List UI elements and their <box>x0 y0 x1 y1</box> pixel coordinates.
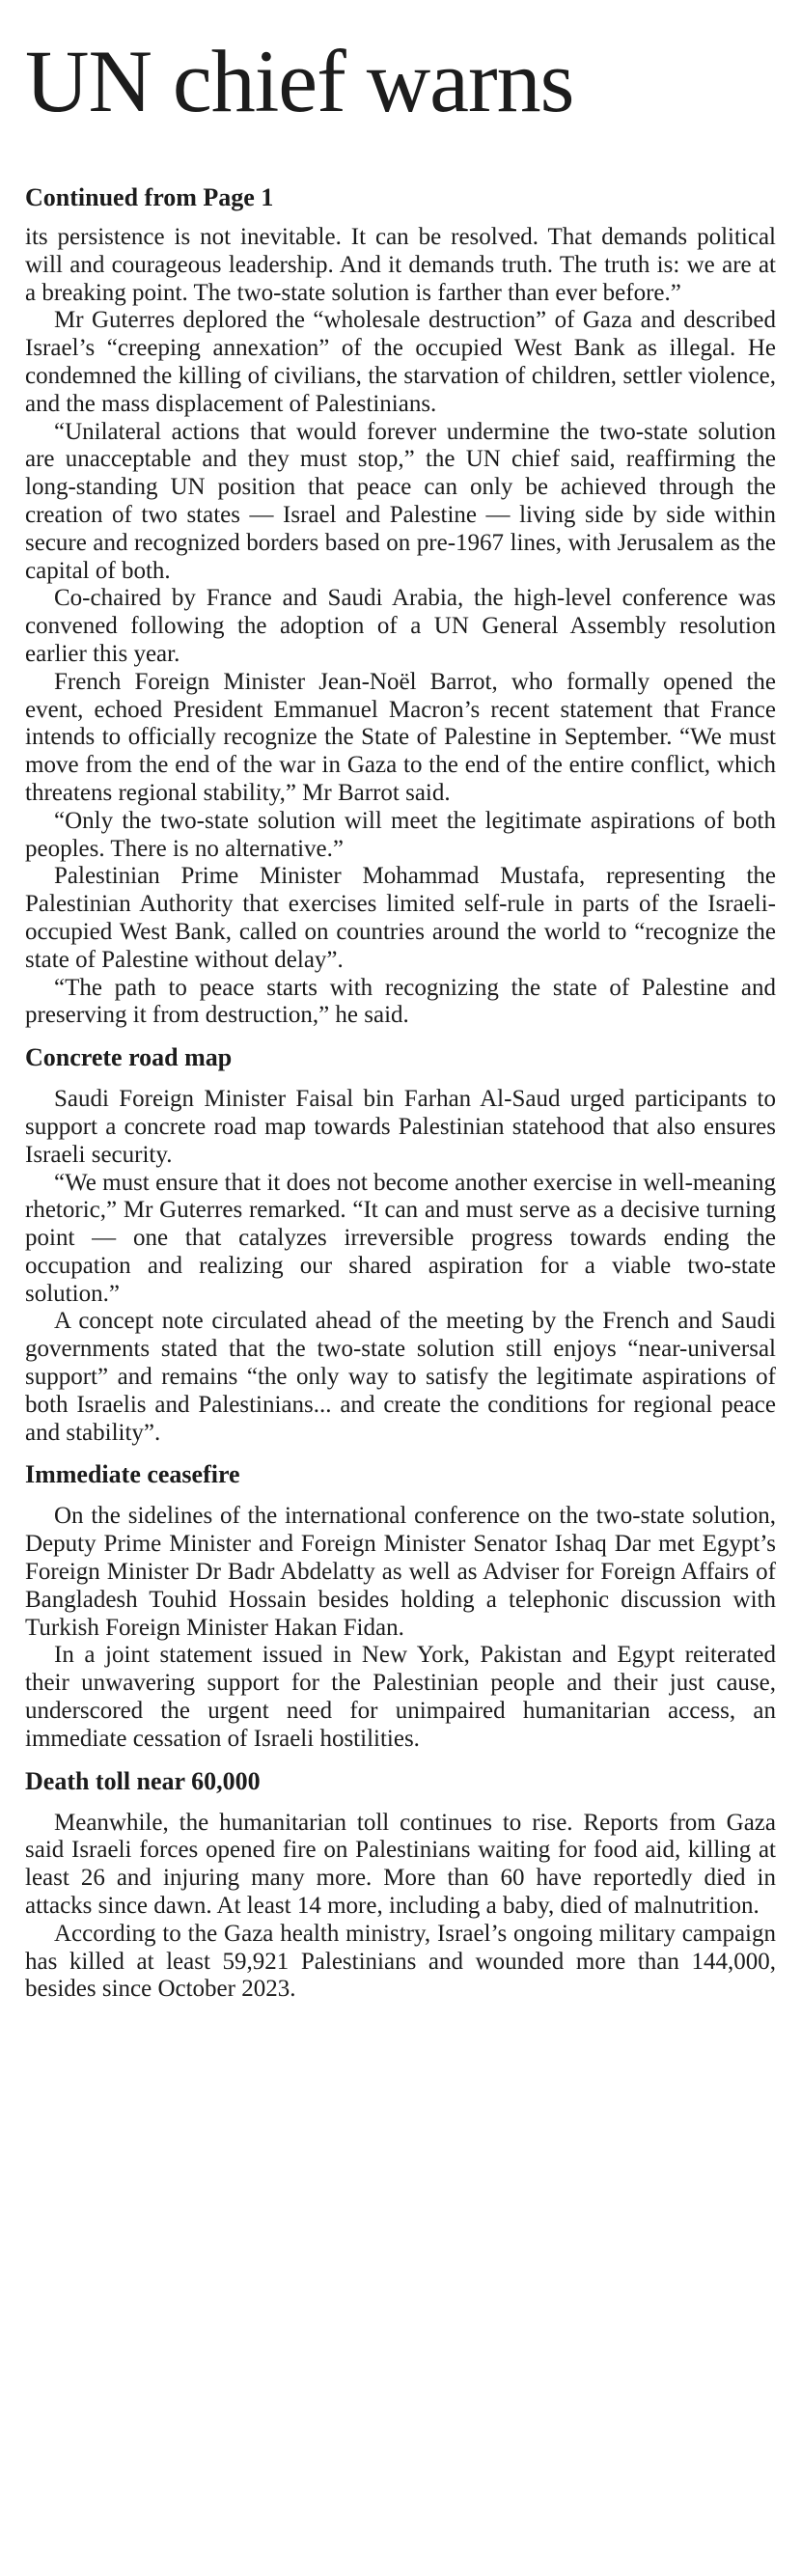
paragraph: “We must ensure that it does not become another exercise in well-meaning rhetoric,” Mr Guterres remarked. “It can and must serve as a decisive turning point — one that catalyzes irreversible progress towards ending the occupation and realizing our shared aspiration for a viable two-state solution.” <box>25 1169 776 1307</box>
article <box>25 0 776 2004</box>
paragraph: Mr Guterres deplored the “wholesale destruction” of Gaza and described Israel’s “creeping annexation” of the occupied West Bank as illegal. He condemned the killing of civilians, the starvation of children, settler violence, and the mass displacement of Palestinians. <box>25 307 776 417</box>
paragraph: “The path to peace starts with recognizing the state of Palestine and preserving it from destruction,” he said. <box>25 974 776 1029</box>
intro-body <box>25 224 776 1030</box>
paragraph: “Only the two-state solution will meet the legitimate aspirations of both peoples. There is no alternative.” <box>25 807 776 862</box>
paragraph: A concept note circulated ahead of the meeting by the French and Saudi governments stated that the two-state solution still enjoys “near-universal support” and remains “the only way to satisfy the legitimate aspirations of both Israelis and Palestinians... and create the conditions for regional peace and stability”. <box>25 1308 776 1446</box>
paragraph: “Unilateral actions that would forever undermine the two-state solution are unacceptable and they must stop,” the UN chief said, reaffirming the long-standing UN position that peace can only be achieved through the creation of two states — Israel and Palestine — living side by side within secure and recognized borders based on pre-1967 lines, with Jerusalem as the capital of both. <box>25 418 776 584</box>
paragraph: Palestinian Prime Minister Mohammad Mustafa, representing the Palestinian Authority that exercises limited self-rule in parts of the Israeli-occupied West Bank, called on countries around the world to “recognize the state of Palestine without delay”. <box>25 863 776 973</box>
continued-label: Continued from Page 1 <box>25 183 274 211</box>
section-heading: Concrete road map <box>25 1043 233 1072</box>
section-death-toll <box>25 1767 776 2005</box>
paragraph: In a joint statement issued in New York, Pakistan and Egypt reiterated their unwavering support for the Palestinian people and their just cause, underscored the urgent need for unimpaired humanitarian access, an immediate cessation of Israeli hostilities. <box>25 1642 776 1752</box>
paragraph: Co-chaired by France and Saudi Arabia, the high-level conference was convened following the adoption of a UN General Assembly resolution earlier this year. <box>25 585 776 667</box>
section-immediate-ceasefire <box>25 1460 776 1753</box>
headline: UN chief warns <box>25 32 574 130</box>
paragraph: According to the Gaza health ministry, Israel’s ongoing military campaign has killed at least 59,921 Palestinians and wounded more than 144,000, besides since October 2023. <box>25 1920 776 2003</box>
paragraph: Saudi Foreign Minister Faisal bin Farhan Al-Saud urged participants to support a concrete road map towards Palestinian statehood that also ensures Israeli security. <box>25 1086 776 1168</box>
section-concrete-road-map <box>25 1043 776 1447</box>
paragraph: French Foreign Minister Jean-Noël Barrot, who formally opened the event, echoed President Emmanuel Macron’s recent statement that France intends to officially recognize the State of Palestine in September. “We must move from the end of the war in Gaza to the end of the entire conflict, which threatens regional stability,” Mr Barrot said. <box>25 668 776 806</box>
paragraph: On the sidelines of the international conference on the two-state solution, Deputy Prime Minister and Foreign Minister Senator Ishaq Dar met Egypt’s Foreign Minister Dr Badr Abdelatty as well as Adviser for Foreign Affairs of Bangladesh Touhid Hossain besides holding a telephonic discussion with Turkish Foreign Minister Hakan Fidan. <box>25 1503 776 1641</box>
paragraph: its persistence is not inevitable. It can be resolved. That demands political will and courageous leadership. And it demands truth. The truth is: we are at a breaking point. The two-state solution is farther than ever before.” <box>25 224 776 306</box>
section-heading: Death toll near 60,000 <box>25 1766 261 1795</box>
paragraph: Meanwhile, the humanitarian toll continues to rise. Reports from Gaza said Israeli forces opened fire on Palestinians waiting for food aid, killing at least 26 and injuring many more. More than 60 have reportedly died in attacks since dawn. At least 14 more, including a baby, died of malnutrition. <box>25 1809 776 1920</box>
section-heading: Immediate ceasefire <box>25 1460 240 1489</box>
